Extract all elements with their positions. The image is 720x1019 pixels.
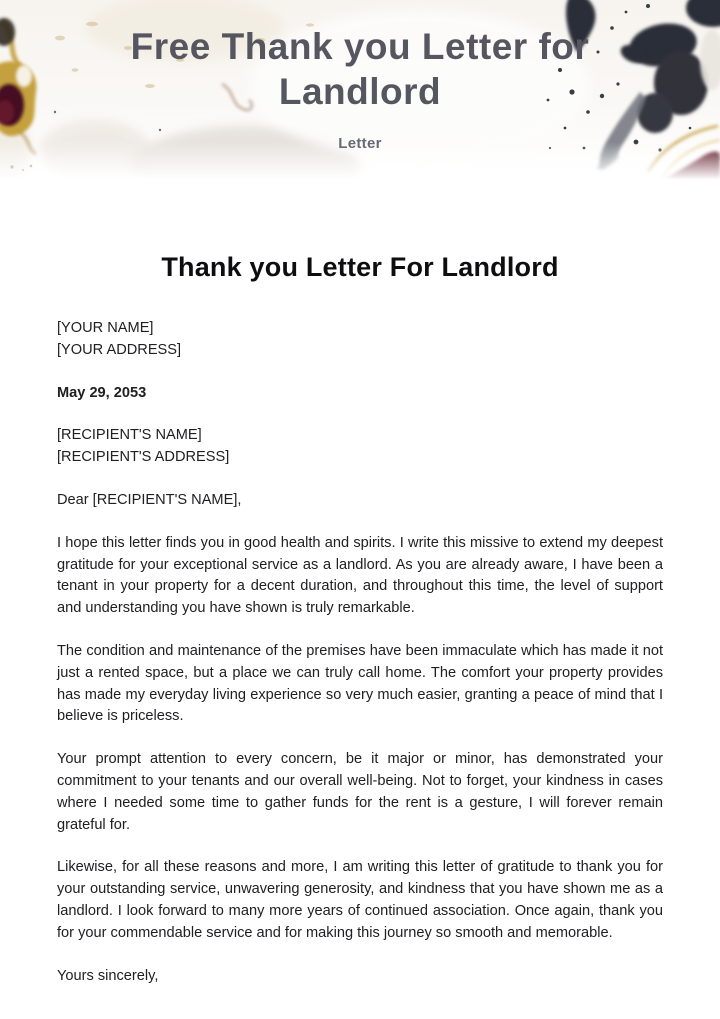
letter-paragraph-2: The condition and maintenance of the premises have been immaculate which has made it not just a rented space, but a place we can truly call home. The comfort your property provides has made my everyday living experience so very much easier, granting a peace of mind that I believe is priceless. xyxy=(57,642,663,725)
salutation: Dear [RECIPIENT'S NAME], xyxy=(57,491,242,508)
letter-paragraph-4: Likewise, for all these reasons and more, I am writing this letter of gratitude to thank you for your outstanding service, unwavering generosity, and kindness that you have shown me as a landlord. I look forward to many more years of continued association. Once again, thank you for your commendable service and for making this journey so smooth and memorable. xyxy=(57,859,663,941)
closing: Yours sincerely, xyxy=(57,967,159,984)
template-category-label: Letter xyxy=(338,135,382,152)
sender-address: [YOUR ADDRESS] xyxy=(57,341,182,358)
letter-document xyxy=(0,180,720,987)
letter-paragraph-1: I hope this letter finds you in good health and spirits. I write this missive to extend my deepest gratitude for your exceptional service as a landlord. As you are already aware, I have been a tenant in your property for a decent duration, and throughout this time, the level of support and understanding you have shown is truly remarkable. xyxy=(57,534,663,617)
letter-title: Thank you Letter For Landlord xyxy=(161,252,559,282)
hero-content xyxy=(0,0,720,152)
recipient-block xyxy=(57,425,663,469)
sender-block xyxy=(57,318,663,362)
page-title: Free Thank you Letter for Landlord xyxy=(130,26,590,112)
recipient-name: [RECIPIENT'S NAME] xyxy=(57,427,202,444)
template-hero-banner xyxy=(0,0,720,180)
sender-name: [YOUR NAME] xyxy=(57,320,154,336)
letter-paragraph-3: Your prompt attention to every concern, be it major or minor, has demonstrated your commitment to your tenants and our overall well-being. Not to forget, your kindness in cases where I needed some time to gather funds for the rent is a gesture, I will forever remain grateful for. xyxy=(57,751,663,833)
recipient-address: [RECIPIENT'S ADDRESS] xyxy=(57,449,230,466)
letter-date: May 29, 2053 xyxy=(57,384,147,401)
